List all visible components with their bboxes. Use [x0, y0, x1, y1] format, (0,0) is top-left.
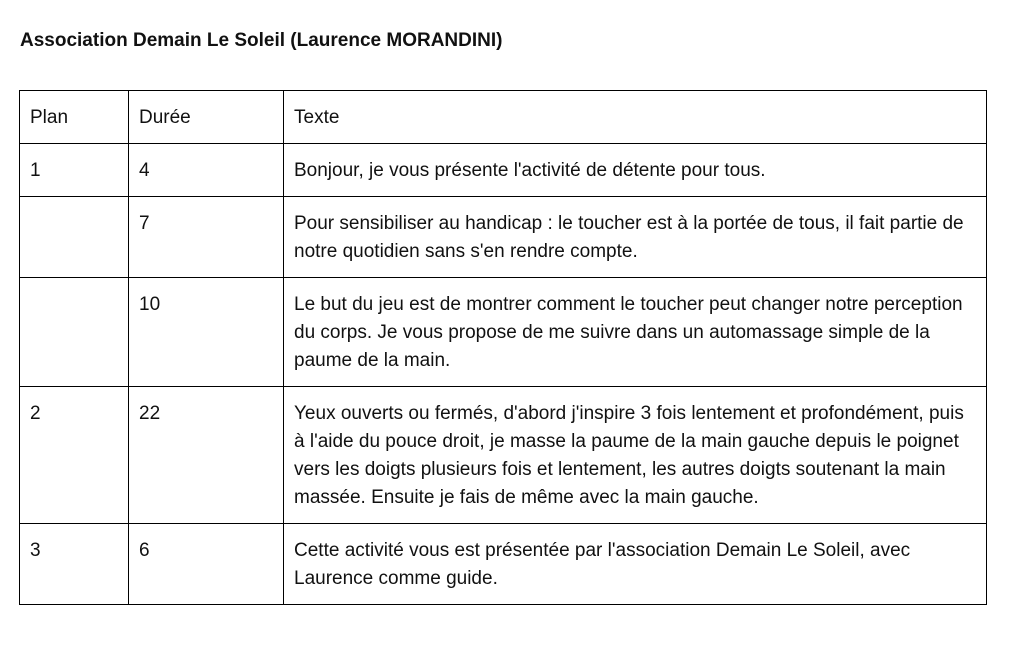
cell-duree: 10	[129, 278, 284, 387]
cell-plan: 3	[20, 524, 129, 605]
cell-plan: 2	[20, 387, 129, 524]
table-row	[20, 278, 987, 387]
table-row	[20, 524, 987, 605]
cell-duree: 7	[129, 197, 284, 278]
cell-plan: 1	[20, 144, 129, 197]
cell-plan	[20, 197, 129, 278]
cell-texte: Yeux ouverts ou fermés, d'abord j'inspire 3 fois lentement et profondément, puis à l'aide du pouce droit, je masse la paume de la main gauche depuis le poignet vers les doigts plusieurs fois et lentement, les autres doigts soutenant la main massée. Ensuite je fais de même avec la main gauche.	[284, 387, 987, 524]
table-header-row	[20, 91, 987, 144]
table-row	[20, 197, 987, 278]
table-row	[20, 387, 987, 524]
header-plan: Plan	[20, 91, 129, 144]
script-table	[19, 90, 987, 605]
cell-plan	[20, 278, 129, 387]
cell-duree: 6	[129, 524, 284, 605]
cell-texte: Bonjour, je vous présente l'activité de détente pour tous.	[284, 144, 987, 197]
cell-duree: 4	[129, 144, 284, 197]
cell-duree: 22	[129, 387, 284, 524]
cell-texte: Cette activité vous est présentée par l'association Demain Le Soleil, avec Laurence comme guide.	[284, 524, 987, 605]
table-row	[20, 144, 987, 197]
document-title: Association Demain Le Soleil (Laurence MORANDINI)	[20, 30, 503, 51]
header-texte: Texte	[284, 91, 987, 144]
header-duree: Durée	[129, 91, 284, 144]
cell-texte: Le but du jeu est de montrer comment le toucher peut changer notre perception du corps. Je vous propose de me suivre dans un automassage simple de la paume de la main.	[284, 278, 987, 387]
cell-texte: Pour sensibiliser au handicap : le toucher est à la portée de tous, il fait partie de notre quotidien sans s'en rendre compte.	[284, 197, 987, 278]
